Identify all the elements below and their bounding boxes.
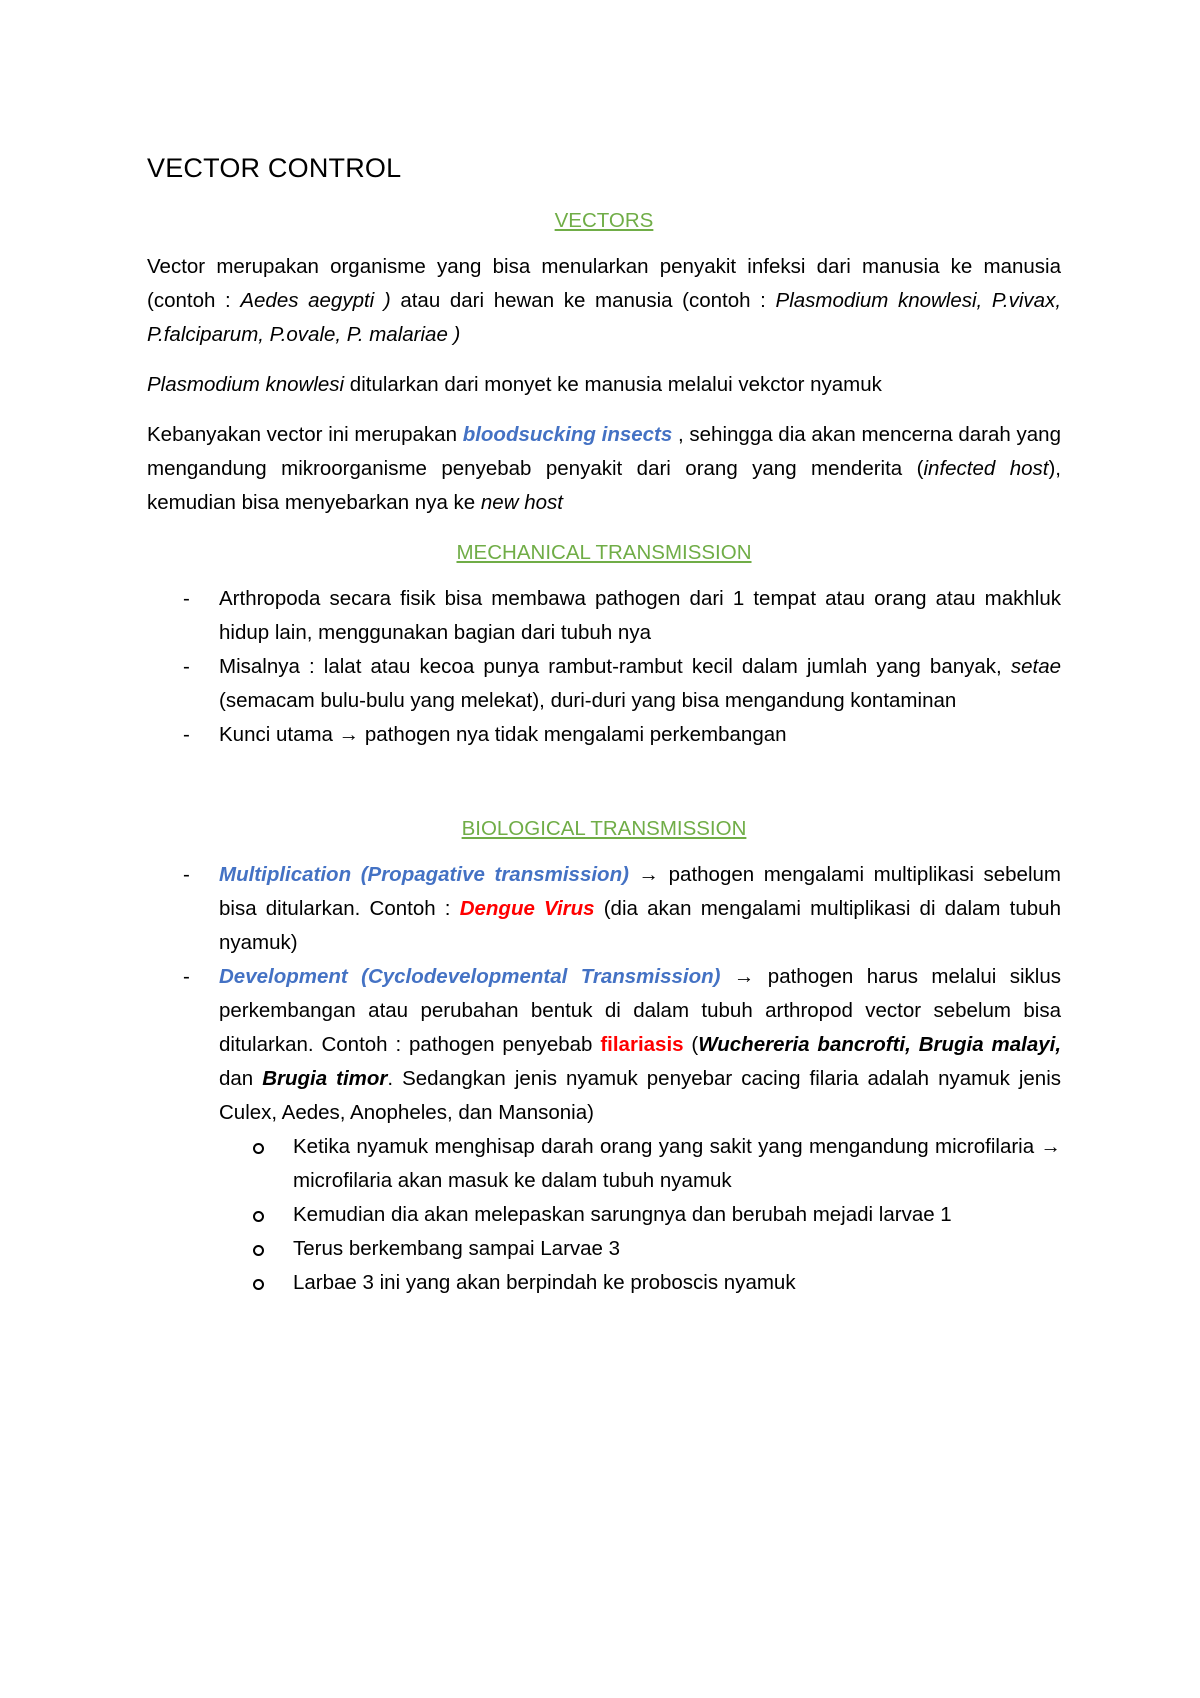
biological-heading: BIOLOGICAL TRANSMISSION: [461, 817, 747, 840]
text: Arthropoda secara fisik bisa membawa pathogen dari 1 tempat atau orang atau makhluk hidup lain, menggunakan bagian dari tubuh nya: [219, 587, 1061, 644]
text: Ketika nyamuk menghisap darah orang yang sakit yang mengandung microfilaria: [293, 1135, 1041, 1158]
text: dan: [219, 1067, 263, 1090]
mechanical-list: [147, 582, 1061, 752]
species-name: Aedes aegypti ): [240, 289, 391, 312]
mechanical-heading: MECHANICAL TRANSMISSION: [456, 541, 752, 564]
text: Kunci utama: [219, 723, 339, 746]
text: , sehingga dia akan mencerna darah yang mengandung mikroorganisme penyebab penyakit dari orang yang menderita (: [147, 423, 1061, 480]
species-list: Wuchereria bancrofti, Brugia malayi,: [698, 1033, 1062, 1056]
term: setae: [1010, 655, 1061, 678]
text: (semacam bulu-bulu yang melekat), duri-duri yang bisa mengandung kontaminan: [219, 689, 957, 712]
text: ditularkan dari monyet ke manusia melalui vekctor nyamuk: [344, 373, 882, 396]
sublist-item: [219, 1232, 1061, 1266]
arrow-right-icon: →: [733, 965, 755, 988]
document-body: [147, 150, 1061, 1300]
text: atau dari hewan ke manusia (contoh :: [390, 289, 776, 312]
text: Kemudian dia akan melepaskan sarungnya dan berubah mejadi larvae 1: [293, 1203, 952, 1226]
vectors-paragraph-1: [147, 250, 1061, 352]
biological-sublist: [219, 1130, 1061, 1300]
vectors-paragraph-3: [147, 418, 1061, 520]
text: Misalnya : lalat atau kecoa punya rambut-rambut kecil dalam jumlah yang banyak,: [219, 655, 1011, 678]
sublist-item: [219, 1130, 1061, 1198]
vectors-heading: VECTORS: [554, 209, 654, 232]
text: Kebanyakan vector ini merupakan: [147, 423, 463, 446]
species-list: Plasmodium knowlesi, P.vivax, P.falciparum, P.ovale, P. malariae ): [147, 289, 1062, 346]
arrow-right-icon: →: [1040, 1135, 1061, 1158]
term: new host: [480, 491, 563, 514]
text: (: [683, 1033, 699, 1056]
text: microfilaria akan masuk ke dalam tubuh nyamuk: [293, 1169, 732, 1192]
spacer: [147, 752, 1061, 812]
sublist-item: [219, 1198, 1061, 1232]
text: . Sedangkan jenis nyamuk penyebar cacing filaria adalah nyamuk jenis Culex, Aedes, Anopheles, dan Mansonia): [219, 1067, 1062, 1124]
text: Terus berkembang sampai Larvae 3: [293, 1237, 621, 1260]
list-item: [147, 718, 1061, 752]
highlight-term: Development (Cyclodevelopmental Transmission): [219, 965, 721, 988]
text: pathogen mengalami multiplikasi sebelum bisa ditularkan. Contoh :: [219, 863, 1061, 920]
list-item: [147, 650, 1061, 718]
list-item: [147, 858, 1061, 960]
highlight-term: filariasis: [600, 1033, 684, 1056]
text: ), kemudian bisa menyebarkan nya ke: [147, 457, 1062, 514]
text: Vector merupakan organisme yang bisa menularkan penyakit infeksi dari manusia ke manusia (contoh :: [147, 255, 1061, 312]
list-item: [147, 960, 1061, 1300]
document-title: VECTOR CONTROL: [147, 153, 402, 183]
text: pathogen harus melalui siklus perkembangan atau perubahan bentuk di dalam tubuh arthropod vector sebelum bisa ditularkan. Contoh : pathogen penyebab: [219, 965, 1061, 1056]
arrow-right-icon: →: [338, 723, 360, 746]
sublist-item: [219, 1266, 1061, 1300]
text: Larbae 3 ini yang akan berpindah ke proboscis nyamuk: [293, 1271, 796, 1294]
term: infected host: [923, 457, 1049, 480]
arrow-right-icon: →: [638, 863, 660, 886]
highlight-term: bloodsucking insects: [462, 423, 673, 446]
species-name: Plasmodium knowlesi: [147, 373, 345, 396]
text: pathogen nya tidak mengalami perkembangan: [359, 723, 787, 746]
list-item: [147, 582, 1061, 650]
text: (dia akan mengalami multiplikasi di dalam tubuh nyamuk): [219, 897, 1061, 954]
species-name: Brugia timor: [262, 1067, 388, 1090]
vectors-paragraph-2: [147, 368, 1061, 402]
biological-list: [147, 858, 1061, 1300]
highlight-term: Multiplication (Propagative transmission): [219, 863, 629, 886]
highlight-term: Dengue Virus: [459, 897, 595, 920]
